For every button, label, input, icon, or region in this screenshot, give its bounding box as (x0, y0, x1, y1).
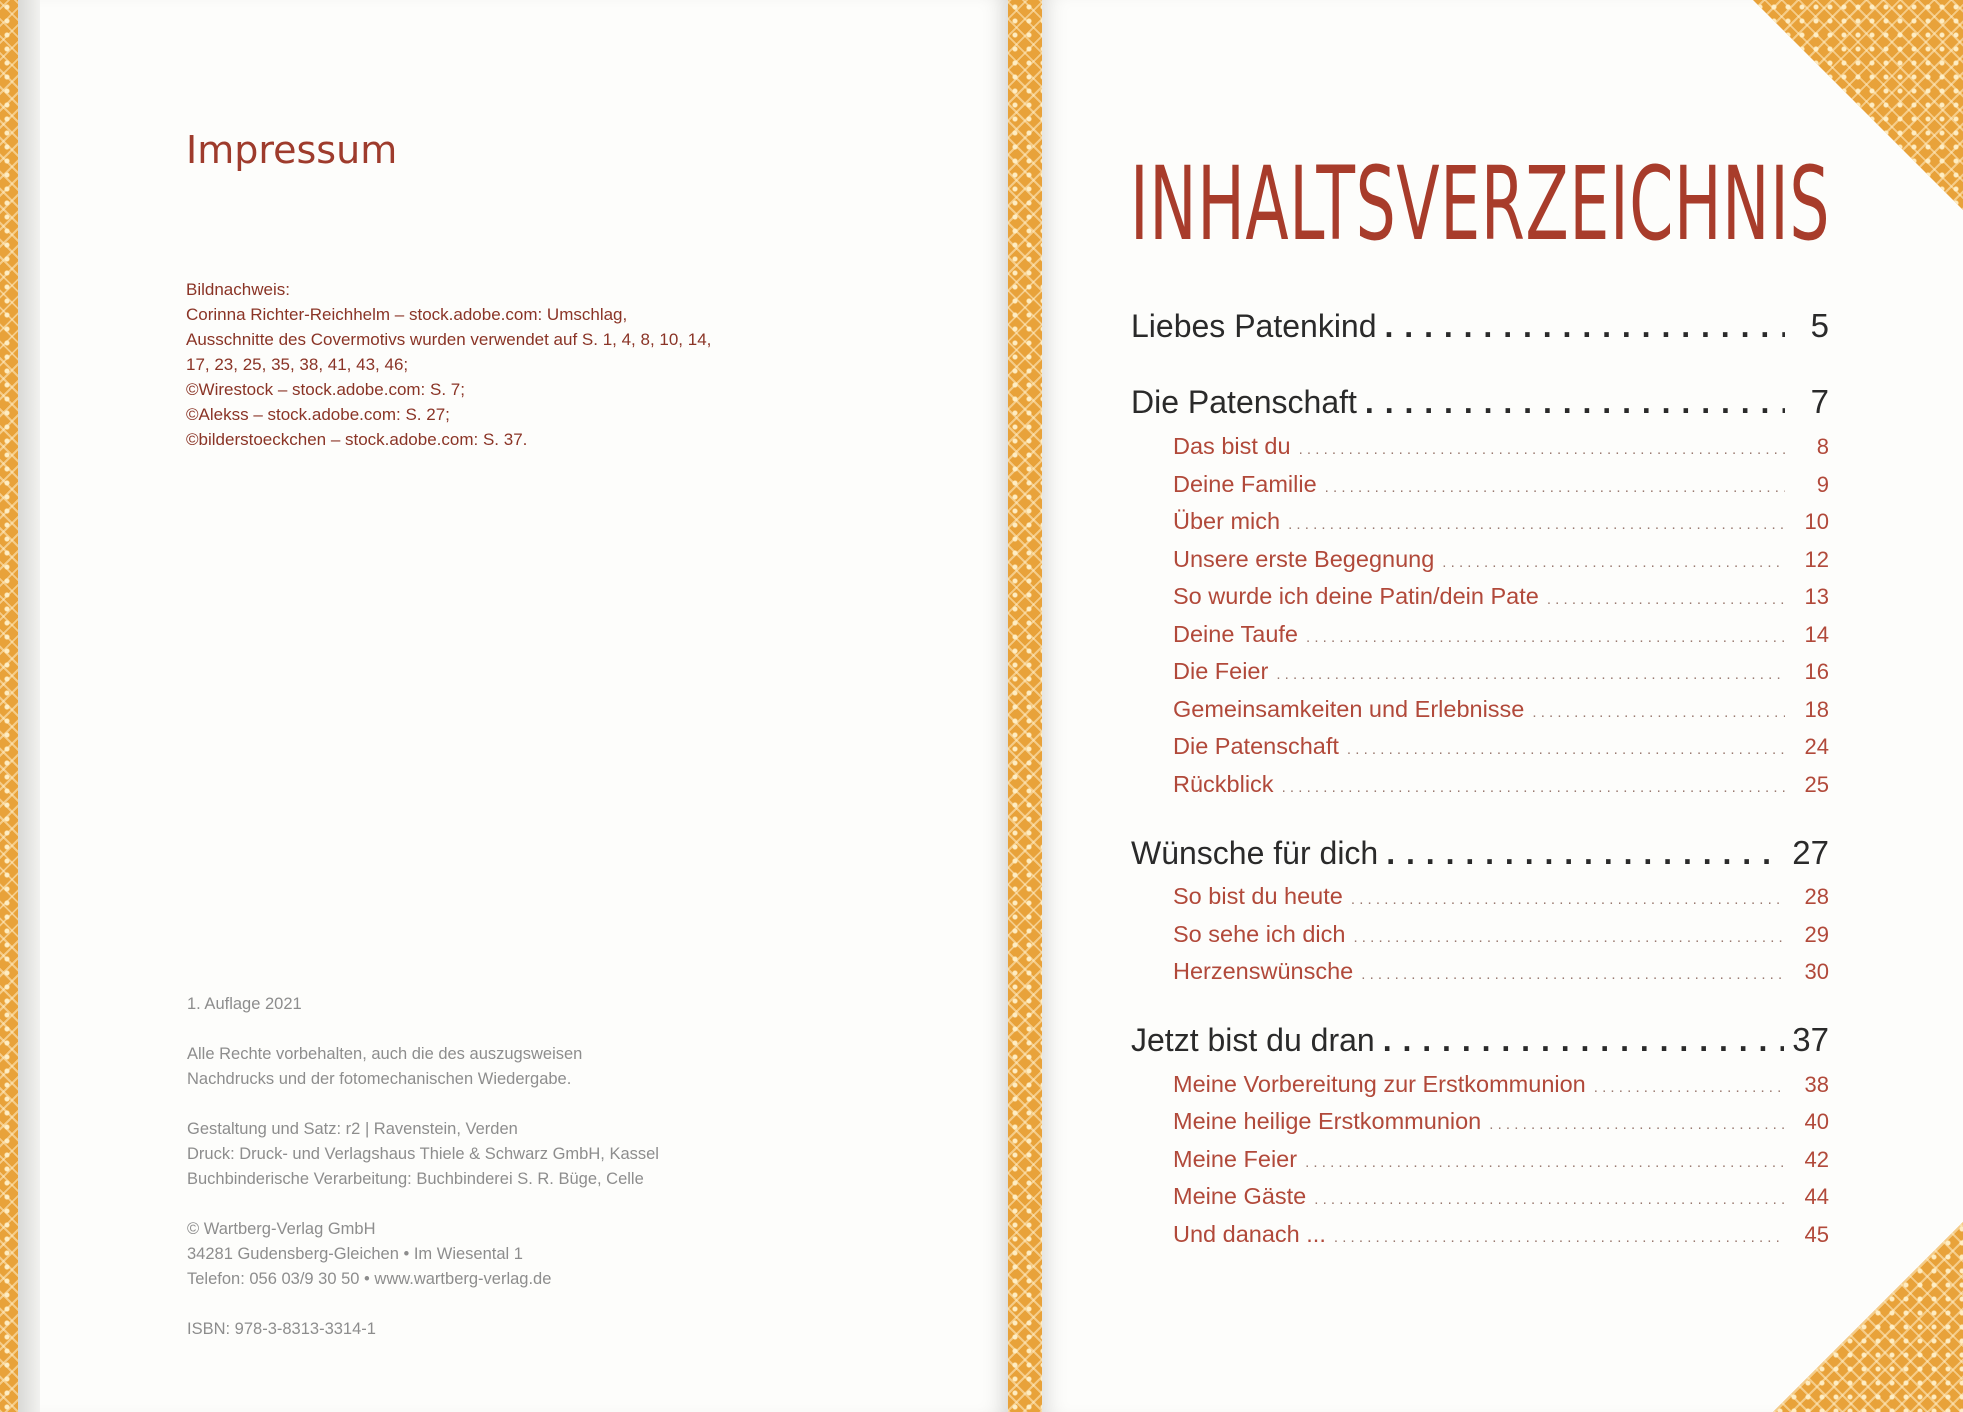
book-spine (1008, 0, 1042, 1412)
toc-entry-label: So sehe ich dich (1173, 921, 1346, 947)
toc-leader-dots (1276, 666, 1785, 683)
toc-entry-label: Meine Vorbereitung zur Erstkommunion (1173, 1071, 1586, 1097)
toc-leader-dots (1489, 1116, 1785, 1133)
toc-leader-dots (1365, 384, 1785, 421)
credit-line: ©Alekss – stock.adobe.com: S. 27; (186, 405, 450, 424)
toc-entry (1173, 696, 1829, 723)
toc-entry-label: Rückblick (1173, 771, 1274, 797)
toc-leader-dots (1288, 516, 1785, 533)
toc-leader-dots (1347, 741, 1785, 758)
toc-entry (1173, 433, 1829, 460)
toc-leader-dots (1334, 1229, 1785, 1246)
toc-entry-label: Über mich (1173, 508, 1281, 534)
legal-notice (187, 992, 659, 1367)
toc-leader-dots (1385, 308, 1785, 345)
toc-entry (1173, 658, 1829, 685)
toc-page-number: 24 (1804, 734, 1829, 759)
toc-leader-dots (1306, 629, 1785, 646)
credit-line: ©Wirestock – stock.adobe.com: S. 7; (186, 380, 465, 399)
toc-entry (1173, 883, 1829, 910)
toc-page-number: 38 (1804, 1072, 1829, 1097)
toc-page-number: 9 (1816, 472, 1829, 497)
toc-leader-dots (1282, 779, 1785, 796)
toc-page-number: 16 (1804, 659, 1829, 684)
edition-line: 1. Auflage 2021 (187, 995, 302, 1013)
toc-entry-label: So bist du heute (1173, 883, 1343, 909)
toc-section-label: Wünsche für dich (1131, 835, 1379, 871)
toc-entry (1173, 1183, 1829, 1210)
toc-entry (1173, 1221, 1829, 1248)
toc-title: INHALTSVERZEICHNIS (1130, 145, 1831, 264)
toc-page-number: 14 (1804, 622, 1829, 647)
toc-entry (1173, 1108, 1829, 1135)
production-line: Druck: Druck- und Verlagshaus Thiele & Schwarz GmbH, Kassel (187, 1145, 659, 1163)
toc-entry-label: Gemeinsamkeiten und Erlebnisse (1173, 696, 1525, 722)
toc-entry (1173, 921, 1829, 948)
toc-entry-label: So wurde ich deine Patin/dein Pate (1173, 583, 1539, 609)
toc-leader-dots (1383, 1022, 1785, 1059)
toc-page-number: 7 (1810, 383, 1829, 420)
toc-page-number: 45 (1804, 1222, 1829, 1247)
publisher-line: Telefon: 056 03/9 30 50 • www.wartberg-verlag.de (187, 1270, 552, 1288)
rights-line: Nachdrucks und der fotomechanischen Wiedergabe. (187, 1070, 572, 1088)
toc-section (1131, 1021, 1829, 1059)
toc-page-number: 27 (1792, 834, 1829, 871)
toc-page-number: 42 (1804, 1147, 1829, 1172)
credit-line: ©bilderstoeckchen – stock.adobe.com: S. 37. (186, 430, 528, 449)
toc-page-number: 12 (1804, 547, 1829, 572)
publisher-line: © Wartberg-Verlag GmbH (187, 1220, 376, 1238)
toc-entry (1173, 1146, 1829, 1173)
toc-page-number: 29 (1804, 922, 1829, 947)
toc-entry (1173, 471, 1829, 498)
toc-leader-dots (1532, 704, 1785, 721)
toc-leader-dots (1353, 929, 1785, 946)
toc-entry (1173, 508, 1829, 535)
rights-line: Alle Rechte vorbehalten, auch die des auszugsweisen (187, 1045, 583, 1063)
toc-section (1131, 307, 1829, 345)
toc-page-number: 28 (1804, 884, 1829, 909)
toc-entry-label: Deine Taufe (1173, 621, 1298, 647)
toc-page-number: 13 (1804, 584, 1829, 609)
image-credits (186, 277, 711, 452)
credit-line: Bildnachweis: (186, 280, 290, 299)
toc-entry-label: Meine heilige Erstkommunion (1173, 1108, 1482, 1134)
toc-entry (1173, 733, 1829, 760)
toc-section-label: Die Patenschaft (1131, 384, 1357, 420)
impressum-title: Impressum (186, 128, 398, 172)
toc-page-number: 8 (1816, 434, 1829, 459)
rights-block (187, 1042, 659, 1092)
toc-entry (1173, 1071, 1829, 1098)
toc-page-number: 25 (1804, 772, 1829, 797)
toc-page-number: 40 (1804, 1109, 1829, 1134)
toc-leader-dots (1594, 1079, 1785, 1096)
toc-leader-dots (1305, 1154, 1785, 1171)
edition-block (187, 992, 659, 1017)
toc-page-number: 44 (1804, 1184, 1829, 1209)
toc-entry-label: Die Patenschaft (1173, 733, 1339, 759)
toc-section-label: Liebes Patenkind (1131, 308, 1377, 344)
isbn-line: ISBN: 978-3-8313-3314-1 (187, 1320, 376, 1338)
toc-section (1131, 383, 1829, 421)
toc-entry (1173, 583, 1829, 610)
toc-entry (1173, 621, 1829, 648)
toc-leader-dots (1386, 835, 1784, 872)
toc-page-number: 37 (1792, 1021, 1829, 1058)
credit-line: Corinna Richter-Reichhelm – stock.adobe.com: Umschlag, (186, 305, 628, 324)
toc-entry-label: Und danach ... (1173, 1221, 1326, 1247)
toc-page-number: 18 (1804, 697, 1829, 722)
toc-page-number: 30 (1804, 959, 1829, 984)
isbn-block (187, 1317, 659, 1342)
publisher-line: 34281 Gudensberg-Gleichen • Im Wiesental 1 (187, 1245, 523, 1263)
toc-leader-dots (1299, 441, 1785, 458)
toc-page-number: 5 (1810, 307, 1829, 344)
toc-entry-label: Meine Feier (1173, 1146, 1298, 1172)
toc-entry-label: Meine Gäste (1173, 1183, 1307, 1209)
toc-leader-dots (1325, 479, 1785, 496)
credit-line: 17, 23, 25, 35, 38, 41, 43, 46; (186, 355, 409, 374)
toc-section (1131, 834, 1829, 872)
page-edge-shadow (18, 0, 42, 1412)
publisher-block (187, 1217, 659, 1292)
toc-entry (1173, 958, 1829, 985)
toc-leader-dots (1361, 966, 1785, 983)
toc-entry-label: Die Feier (1173, 658, 1269, 684)
toc-leader-dots (1442, 554, 1785, 571)
toc-entry (1173, 546, 1829, 573)
production-block (187, 1117, 659, 1192)
toc-page-number: 10 (1804, 509, 1829, 534)
toc-section-label: Jetzt bist du dran (1131, 1022, 1375, 1058)
toc-entry-label: Herzenswünsche (1173, 958, 1354, 984)
toc-entry-label: Das bist du (1173, 433, 1291, 459)
toc-entry-label: Unsere erste Begegnung (1173, 546, 1435, 572)
toc-leader-dots (1351, 891, 1785, 908)
production-line: Gestaltung und Satz: r2 | Ravenstein, Verden (187, 1120, 518, 1138)
credit-line: Ausschnitte des Covermotivs wurden verwendet auf S. 1, 4, 8, 10, 14, (186, 330, 712, 349)
toc-leader-dots (1314, 1191, 1785, 1208)
toc-entry (1173, 771, 1829, 798)
production-line: Buchbinderische Verarbeitung: Buchbinderei S. R. Büge, Celle (187, 1170, 644, 1188)
toc-leader-dots (1547, 591, 1785, 608)
toc-entry-label: Deine Familie (1173, 471, 1317, 497)
